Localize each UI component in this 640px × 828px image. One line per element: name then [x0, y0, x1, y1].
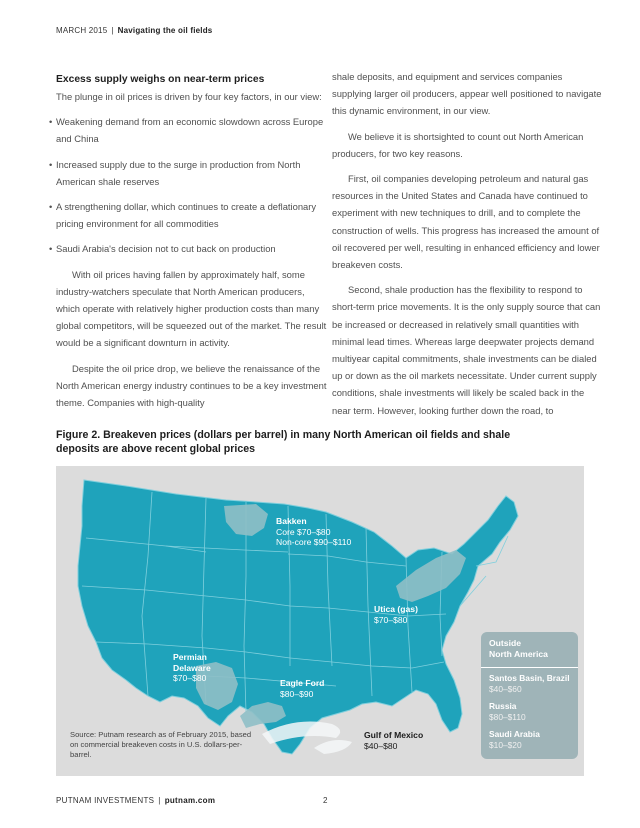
header-separator: | [111, 26, 114, 35]
list-item [489, 729, 540, 750]
body-paragraph: We believe it is shortsighted to count out North American producers, for two key reasons. [332, 130, 584, 159]
left-column [49, 68, 328, 419]
footer-company: PUTNAM INVESTMENTS [56, 796, 155, 805]
region-name: Utica (gas) [374, 604, 418, 614]
body-paragraph: First, oil companies developing petroleum and natural gas resources in the United States and Canada have continued to experiment with new techniques to drill, and to complete the construction of wells. This progress has increased the amount of oil recovered per well, resulting in enhanced efficiency and lower breakeven costs. [332, 173, 600, 271]
map-figure [56, 466, 584, 776]
list-item [489, 701, 526, 722]
divider [481, 667, 578, 668]
outside-region-value: $80–$110 [489, 711, 526, 722]
factor-list [49, 113, 328, 257]
list-item-text: A strengthening dollar, which continues to create a deflationary pricing environment for all commodities [56, 201, 317, 230]
footer-website-link[interactable]: putnam.com [164, 796, 216, 805]
body-paragraph: shale deposits, and equipment and services companies supplying larger oil producers, appear well positioned to navigate this dynamic environment, in our view. [332, 71, 602, 117]
region-value: $80–$90 [280, 688, 314, 699]
body-paragraph: Second, shale production has the flexibility to respond to short-term price movements. It is the only supply source that can be increased or decreased in relatively small quantities with minimal lead times. Whereas large deepwater projects demand multiyear capital commitments, shale investments can be dialed up or down as the oil markets necessitate. Under current supply conditions, shale investments will likely be scaled back in the near term. However, looking further down the road, to [332, 284, 601, 416]
right-column [332, 68, 604, 427]
permian-label [173, 652, 211, 684]
region-value: $70–$80 [173, 673, 207, 683]
region-name: Permian [173, 652, 207, 662]
outside-heading [481, 632, 578, 660]
page-number: 2 [323, 796, 328, 805]
header-date: MARCH 2015 [56, 26, 108, 35]
outside-heading-line: North America [489, 649, 548, 659]
outside-region-name: Saudi Arabia [489, 729, 540, 739]
outside-heading-line: Outside [489, 638, 521, 648]
list-item [489, 673, 570, 694]
outside-region-name: Santos Basin, Brazil [489, 673, 570, 683]
region-value: $70–$80 [374, 614, 408, 625]
bullet-icon: • [49, 158, 53, 170]
list-item [49, 113, 328, 147]
footer-separator: | [158, 796, 161, 805]
region-value: Core $70–$80 [276, 526, 331, 537]
region-value: $40–$80 [364, 740, 398, 751]
region-name: Bakken [276, 516, 307, 526]
figure-source-note: Source: Putnam research as of February 2015, based on commercial breakeven costs in U.S. dollars-per-barrel. [70, 730, 252, 759]
list-item-text: Saudi Arabia's decision not to cut back on production [56, 243, 276, 255]
region-name: Eagle Ford [280, 678, 325, 688]
figure-title: Figure 2. Breakeven prices (dollars per barrel) in many North American oil fields and shale deposits are above recent global prices [56, 429, 511, 455]
body-paragraph: With oil prices having fallen by approximately half, some industry-watchers speculate that North American producers, which operate with relatively higher production costs than many global competitors, will be squeezed out of the market. The result would be a significant downturn in activity. [56, 268, 327, 349]
list-item [49, 198, 328, 232]
page-footer [56, 796, 215, 805]
bakken-label [276, 516, 351, 548]
outside-region-name: Russia [489, 701, 517, 711]
intro-paragraph: The plunge in oil prices is driven by four key factors, in our view: [56, 91, 322, 102]
section-heading: Excess supply weighs on near-term prices [56, 74, 265, 85]
outside-north-america-box [481, 632, 578, 759]
list-item-text: Weakening demand from an economic slowdown across Europe and China [56, 116, 324, 145]
list-item [49, 240, 328, 257]
outside-region-value: $40–$60 [489, 683, 522, 694]
outside-region-value: $10–$20 [489, 739, 522, 750]
page-header [56, 26, 212, 35]
region-name: Gulf of Mexico [364, 730, 424, 740]
region-value: Non-core $90–$110 [276, 537, 352, 547]
list-item-text: Increased supply due to the surge in production from North American shale reserves [56, 158, 301, 187]
bullet-icon: • [49, 243, 53, 255]
eagle-ford-label [280, 678, 324, 699]
header-section-title: Navigating the oil fields [117, 26, 213, 35]
bullet-icon: • [49, 116, 53, 128]
gulf-label [364, 730, 423, 751]
utica-label [374, 604, 418, 625]
bullet-icon: • [49, 201, 53, 213]
gulf-deposit [314, 740, 352, 754]
list-item [49, 156, 328, 190]
body-paragraph: Despite the oil price drop, we believe the renaissance of the North American energy industry continues to be a key investment theme. Companies with high-quality [56, 362, 327, 409]
region-name: Delaware [173, 662, 211, 673]
